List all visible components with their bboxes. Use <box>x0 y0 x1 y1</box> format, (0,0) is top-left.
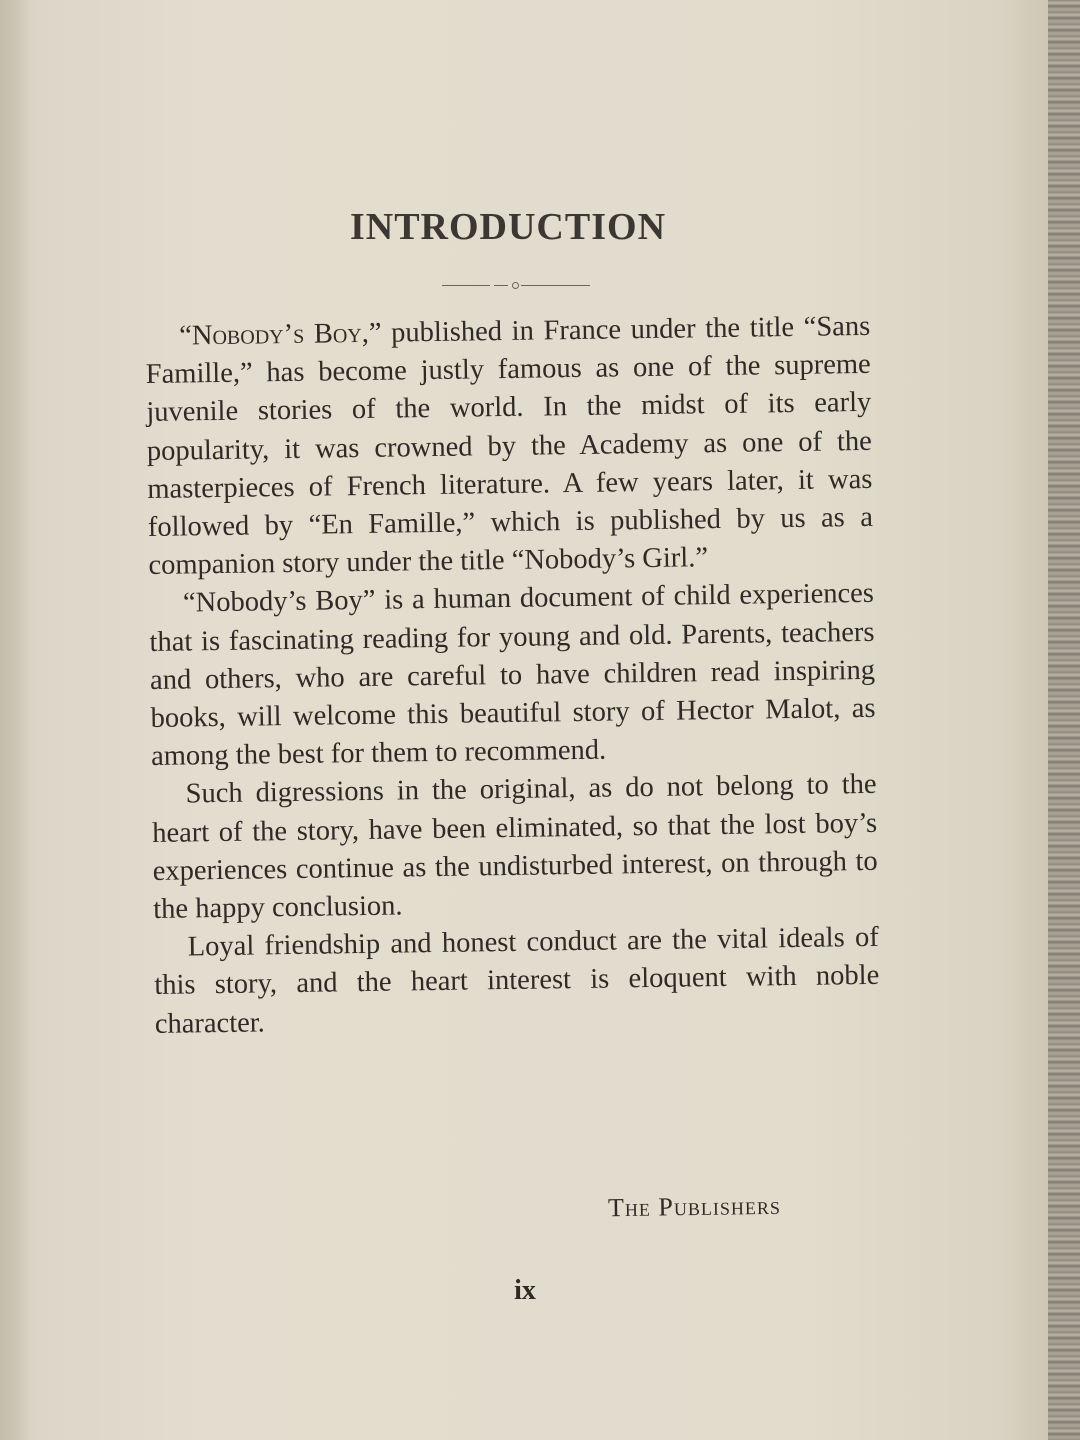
paragraph-1-lead: “Nobody’s Boy,” <box>179 317 382 352</box>
publisher-signature: The Publishers <box>607 1190 782 1223</box>
introduction-body <box>145 308 880 1044</box>
page-edge-stack <box>1048 0 1080 1440</box>
paragraph-1-text: published in France under the title “Sans Famille,” has become justly famous as one of the supreme juvenile stories of the world. In the midst of its early popularity, it was crowned by the Academy as one of the masterpieces of French literature. A few years later, it was followed by “En Famille,” which is published by us as a companion story under the title “Nobody’s Girl.” <box>145 310 874 582</box>
page-title: INTRODUCTION <box>349 206 667 248</box>
paragraph-4: Loyal friendship and honest conduct are the vital ideals of this story, and the heart interest is eloquent with noble character. <box>154 922 880 1040</box>
page-number: ix <box>514 1275 536 1306</box>
paragraph-2: “Nobody’s Boy” is a human document of child experiences that is fascinating reading for young and old. Parents, teachers and others, who are careful to have children read inspiring books, will welcome this beautiful story of Hector Malot, as among the best for them to recommend. <box>149 578 876 773</box>
paragraph-1 <box>145 308 874 586</box>
title-ornament-divider <box>442 282 590 290</box>
paragraph-3: Such digressions in the original, as do not belong to the heart of the story, have been eliminated, so that the lost boy’s experiences continue as the undisturbed interest, on through to the happy conclusion. <box>151 769 878 925</box>
